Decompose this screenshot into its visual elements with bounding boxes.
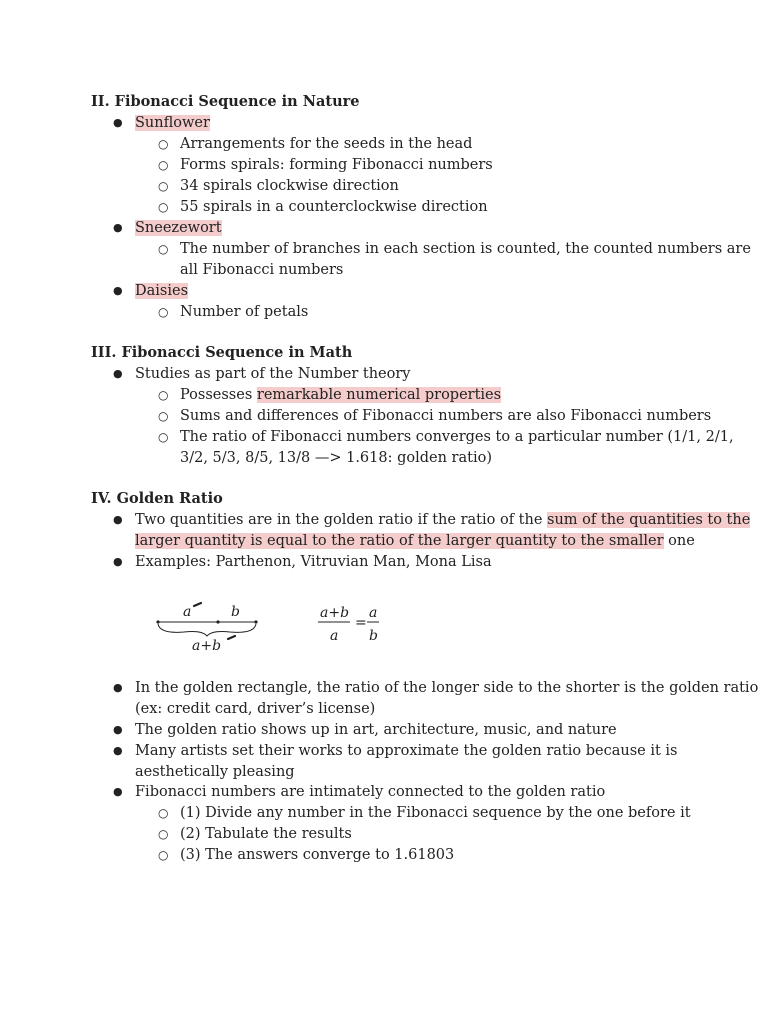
list-item: Forms spirals: forming Fibonacci numbers	[180, 157, 493, 173]
bullet-dot-icon: ●	[113, 367, 123, 380]
list-item-definition	[135, 510, 750, 531]
section-heading-math: III. Fibonacci Sequence in Math	[91, 344, 353, 361]
bullet-dot-icon: ●	[113, 555, 123, 568]
highlight-sneezewort: Sneezewort	[135, 220, 222, 236]
bullet-circle-icon: ○	[158, 409, 169, 423]
bullet-circle-icon: ○	[158, 430, 169, 444]
pen-mark	[228, 636, 235, 639]
bullet-circle-icon: ○	[158, 179, 169, 193]
list-item: Sums and differences of Fibonacci numbers are also Fibonacci numbers	[180, 408, 712, 424]
equals-sign: =	[355, 615, 367, 631]
list-item: Number of petals	[180, 304, 309, 320]
fraction-numerator: a+b	[320, 605, 350, 621]
fraction-numerator: a	[369, 605, 378, 621]
list-item: (3) The answers converge to 1.61803	[180, 847, 455, 863]
bullet-circle-icon: ○	[158, 827, 169, 841]
bullet-dot-icon: ●	[113, 221, 123, 234]
list-item-daisies	[135, 281, 188, 302]
bullet-circle-icon: ○	[158, 242, 169, 256]
bullet-dot-icon: ●	[113, 785, 123, 798]
bullet-dot-icon: ●	[113, 681, 123, 694]
section-heading-nature: II. Fibonacci Sequence in Nature	[91, 93, 360, 110]
list-item-continued: aesthetically pleasing	[135, 764, 295, 780]
list-item: 34 spirals clockwise direction	[180, 178, 399, 194]
list-item: The number of branches in each section is counted, the counted numbers are	[180, 241, 751, 257]
list-item: Studies as part of the Number theory	[135, 366, 411, 382]
list-item-sunflower	[135, 113, 210, 134]
bullet-dot-icon: ●	[113, 723, 123, 736]
highlight-numerical-properties: remarkable numerical properties	[256, 387, 502, 403]
segment-midpoint	[216, 620, 219, 623]
bullet-circle-icon: ○	[158, 848, 169, 862]
label-a-plus-b: a+b	[192, 638, 222, 654]
bullet-dot-icon: ●	[113, 284, 123, 297]
list-item: 55 spirals in a counterclockwise direction	[180, 199, 488, 215]
bullet-circle-icon: ○	[158, 305, 169, 319]
section-heading-golden-ratio: IV. Golden Ratio	[91, 490, 223, 507]
text-segment: Two quantities are in the golden ratio if the ratio of the	[135, 512, 548, 528]
list-item-sneezewort	[135, 218, 222, 239]
list-item: Many artists set their works to approximate the golden ratio because it is	[135, 743, 678, 759]
list-item-continued: (ex: credit card, driver’s license)	[135, 701, 376, 717]
fraction-denominator: b	[369, 628, 378, 644]
list-item: The ratio of Fibonacci numbers converges to a particular number (1/1, 2/1,	[180, 429, 734, 445]
bullet-circle-icon: ○	[158, 158, 169, 172]
highlight-daisies: Daisies	[135, 283, 189, 299]
fraction-denominator: a	[330, 628, 339, 644]
segment-endpoint	[156, 620, 159, 623]
highlight-sunflower: Sunflower	[135, 115, 210, 131]
text-segment: one	[663, 533, 695, 549]
bullet-circle-icon: ○	[158, 388, 169, 402]
list-item-continued: all Fibonacci numbers	[180, 262, 344, 278]
bullet-circle-icon: ○	[158, 806, 169, 820]
list-item: Examples: Parthenon, Vitruvian Man, Mona Lisa	[135, 554, 492, 570]
list-item: In the golden rectangle, the ratio of the longer side to the shorter is the golden ratio	[135, 680, 759, 696]
list-item-possesses	[180, 385, 501, 406]
highlight-definition: larger quantity is equal to the ratio of the larger quantity to the smaller	[135, 533, 664, 549]
golden-ratio-diagram	[136, 590, 394, 656]
list-item-definition-continued	[135, 531, 695, 552]
list-item: The golden ratio shows up in art, architecture, music, and nature	[135, 722, 617, 738]
bullet-circle-icon: ○	[158, 137, 169, 151]
pen-mark	[194, 603, 201, 606]
list-item-continued: 3/2, 5/3, 8/5, 13/8 —> 1.618: golden ratio)	[180, 450, 492, 466]
bullet-circle-icon: ○	[158, 200, 169, 214]
label-a: a	[183, 604, 192, 620]
bullet-dot-icon: ●	[113, 116, 123, 129]
highlight-definition: sum of the quantities to the	[547, 512, 751, 528]
bullet-dot-icon: ●	[113, 744, 123, 757]
label-b: b	[231, 604, 240, 620]
bullet-dot-icon: ●	[113, 513, 123, 526]
list-item: (2) Tabulate the results	[180, 826, 352, 842]
segment-endpoint	[254, 620, 257, 623]
list-item: Fibonacci numbers are intimately connected to the golden ratio	[135, 784, 606, 800]
text-segment: Possesses	[180, 387, 257, 403]
list-item: (1) Divide any number in the Fibonacci sequence by the one before it	[180, 805, 691, 821]
list-item: Arrangements for the seeds in the head	[180, 136, 473, 152]
brace-path	[158, 624, 256, 636]
